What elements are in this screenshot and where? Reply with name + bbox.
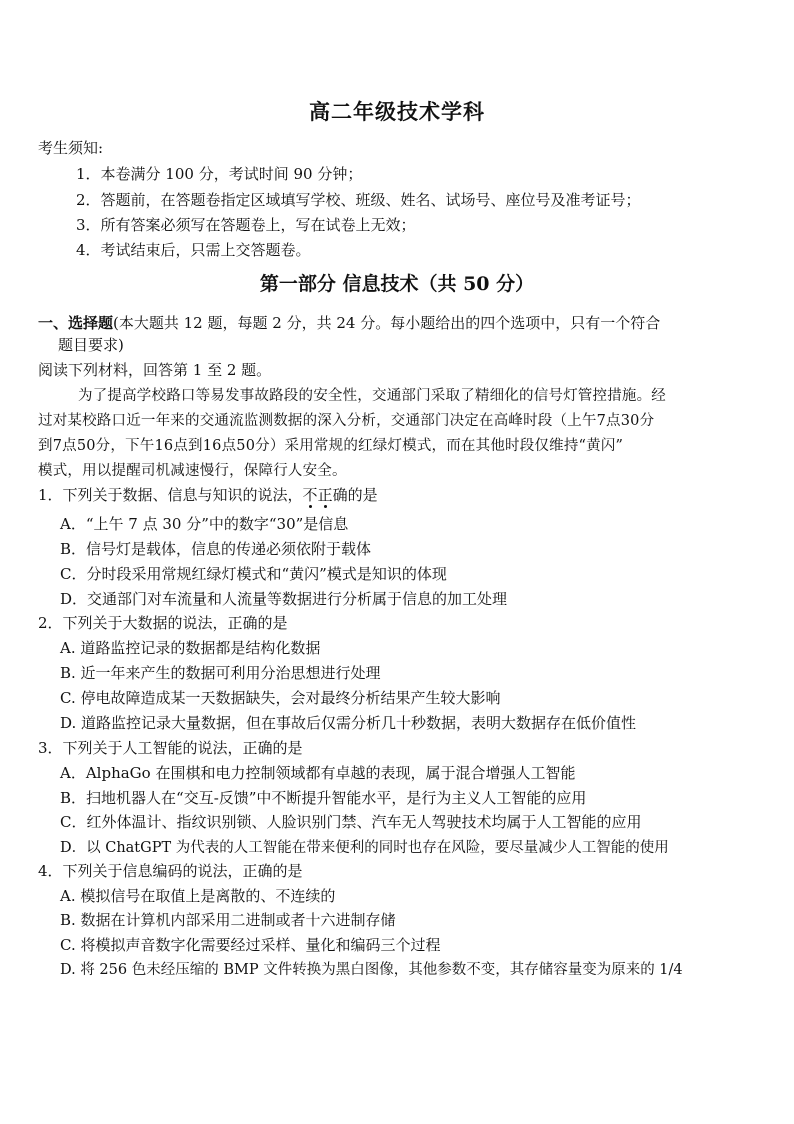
section-description-cont: 题目要求): [58, 336, 124, 354]
question-3-option-d: D．以 ChatGPT 为代表的人工智能在带来便利的同时也存在风险，要尽量减少人工智能的使用: [60, 840, 669, 856]
question-2-option-d: D. 道路监控记录大量数据，但在事故后仅需分析几十秒数据，表明大数据存在低价值性: [60, 714, 637, 732]
question-4-stem: 4．下列关于信息编码的说法，正确的是: [38, 862, 303, 880]
emphasis-char: 不: [302, 486, 318, 504]
material-line: 到7点50分，下午16点到16点50分）采用常规的红绿灯模式，而在其他时段仅维持“黄闪”: [38, 438, 624, 454]
notice-item: 4．考试结束后，只需上交答题卷。: [76, 241, 311, 259]
reading-prompt: 阅读下列材料，回答第 1 至 2 题。: [38, 361, 272, 379]
material-line: 模式，用以提醒司机减速慢行，保障行人安全。: [38, 463, 347, 479]
question-1-option-d: D．交通部门对车流量和人流量等数据进行分析属于信息的加工处理: [60, 590, 508, 608]
notice-heading: 考生须知:: [38, 139, 104, 157]
question-2-stem: 2．下列关于大数据的说法，正确的是: [38, 614, 288, 632]
notice-item: 1．本卷满分 100 分，考试时间 90 分钟；: [76, 165, 363, 183]
question-3-option-b: B．扫地机器人在“交互-反馈”中不断提升智能水平，是行为主义人工智能的应用: [60, 789, 587, 807]
part-title: 第一部分 信息技术（共 50 分）: [259, 273, 535, 295]
material-line: 过对某校路口近一年来的交通流监测数据的深入分析，交通部门决定在高峰时段（上午7点30分: [38, 413, 655, 429]
question-1-stem: [38, 484, 378, 505]
notice-item: 2．答题前，在答题卷指定区域填写学校、班级、姓名、试场号、座位号及准考证号；: [76, 191, 641, 209]
question-2-option-a: A. 道路监控记录的数据都是结构化数据: [60, 639, 321, 657]
material-line: 为了提高学校路口等易发事故路段的安全性，交通部门采取了精细化的信号灯管控措施。经: [78, 388, 666, 404]
emphasis-char: 正: [317, 486, 333, 504]
question-4-option-a: A. 模拟信号在取值上是离散的、不连续的: [60, 887, 336, 905]
section-label: 一、选择题: [38, 314, 114, 332]
question-3-option-a: A．AlphaGo 在围棋和电力控制领域都有卓越的表现，属于混合增强人工智能: [60, 764, 576, 782]
question-3-option-c: C．红外体温计、指纹识别锁、人脸识别门禁、汽车无人驾驶技术均属于人工智能的应用: [60, 813, 642, 831]
question-stem-text: 确的是: [332, 486, 378, 504]
section-heading: [38, 312, 660, 333]
question-1-option-b: B．信号灯是载体，信息的传递必须依附于载体: [60, 540, 372, 558]
question-stem-text: 1．下列关于数据、信息与知识的说法，: [38, 486, 303, 504]
question-1-option-a: A．“上午 7 点 30 分”中的数字“30”是信息: [60, 515, 349, 533]
question-3-stem: 3．下列关于人工智能的说法，正确的是: [38, 739, 303, 757]
question-4-option-d: D. 将 256 色未经压缩的 BMP 文件转换为黑白图像，其他参数不变，其存储容量变为原来的 1/4: [60, 962, 683, 978]
question-1-option-c: C．分时段采用常规红绿灯模式和“黄闪”模式是知识的体现: [60, 565, 447, 583]
question-4-option-b: B. 数据在计算机内部采用二进制或者十六进制存储: [60, 911, 396, 929]
question-2-option-c: C. 停电故障造成某一天数据缺失，会对最终分析结果产生较大影响: [60, 689, 501, 707]
question-4-option-c: C. 将模拟声音数字化需要经过采样、量化和编码三个过程: [60, 936, 441, 954]
exam-title: 高二年级技术学科: [309, 99, 485, 124]
question-2-option-b: B. 近一年来产生的数据可利用分治思想进行处理: [60, 664, 381, 682]
notice-item: 3．所有答案必须写在答题卷上，写在试卷上无效；: [76, 216, 416, 234]
section-description: (本大题共 12 题，每题 2 分，共 24 分。每小题给出的四个选项中，只有一个符合: [113, 314, 661, 332]
